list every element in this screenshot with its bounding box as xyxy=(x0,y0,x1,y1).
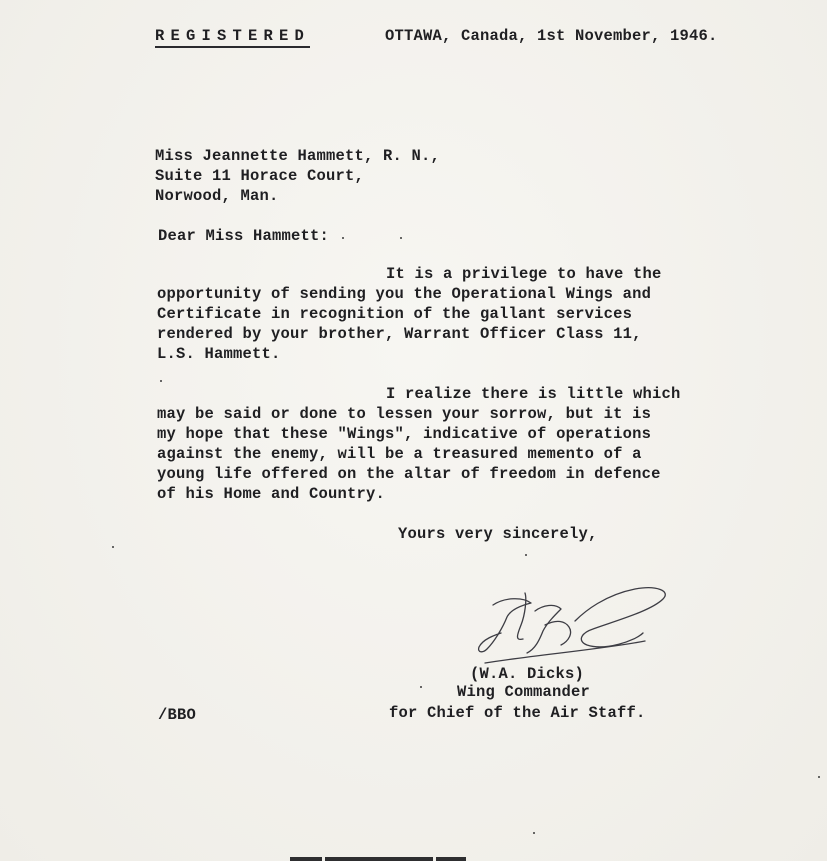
signer-name: (W.A. Dicks) xyxy=(470,665,585,683)
body-line: I realize there is little which xyxy=(386,385,681,403)
reference-initials: /BBO xyxy=(158,706,197,724)
paper-speck xyxy=(525,554,527,556)
body-line: young life offered on the altar of freedom in defence xyxy=(157,465,661,483)
body-line: of his Home and Country. xyxy=(157,485,386,503)
body-line: Certificate in recognition of the gallant services xyxy=(157,305,633,323)
salutation: Dear Miss Hammett: xyxy=(158,227,330,245)
body-line: L.S. Hammett. xyxy=(157,345,281,363)
paper-speck xyxy=(818,776,820,778)
edge-mark xyxy=(436,857,466,861)
body-line: opportunity of sending you the Operational Wings and xyxy=(157,285,652,303)
body-line: rendered by your brother, Warrant Officer Class 11, xyxy=(157,325,642,343)
recipient-address-line: Miss Jeannette Hammett, R. N., xyxy=(155,147,441,165)
registered-mark: REGISTERED xyxy=(155,26,310,48)
body-line: It is a privilege to have the xyxy=(386,265,662,283)
closing: Yours very sincerely, xyxy=(398,525,598,543)
paper-speck xyxy=(112,546,114,548)
signer-for-line: for Chief of the Air Staff. xyxy=(389,704,646,722)
edge-mark xyxy=(325,857,433,861)
paper-speck xyxy=(342,237,344,239)
body-line: may be said or done to lessen your sorrow, but it is xyxy=(157,405,652,423)
paper-speck xyxy=(400,237,402,239)
paper-speck xyxy=(420,686,422,688)
paper-speck xyxy=(160,380,162,382)
paper-speck xyxy=(533,832,535,834)
body-line: my hope that these "Wings", indicative of operations xyxy=(157,425,652,443)
recipient-address-line: Norwood, Man. xyxy=(155,187,279,205)
edge-mark xyxy=(290,857,322,861)
dateline: OTTAWA, Canada, 1st November, 1946. xyxy=(385,27,718,45)
handwritten-signature xyxy=(465,575,685,675)
recipient-address-line: Suite 11 Horace Court, xyxy=(155,167,365,185)
signer-title: Wing Commander xyxy=(457,683,591,701)
body-line: against the enemy, will be a treasured memento of a xyxy=(157,445,642,463)
